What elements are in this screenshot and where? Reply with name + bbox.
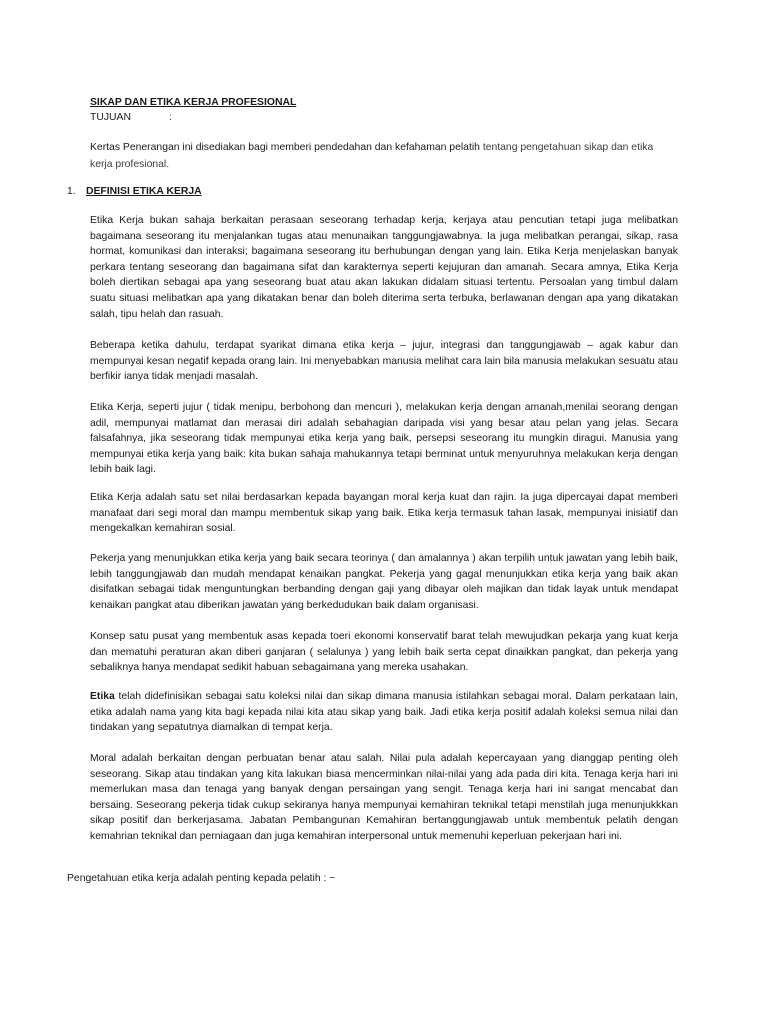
paragraph-3: Etika Kerja, seperti jujur ( tidak menipu, berbohong dan mencuri ), melakukan kerja dengan amanah,menilai seorang dengan adil, mempunyai matlamat dan merasai diri adalah sebahagian daripada visi yang besar atau pelan yang jelas. Secara falsafahnya, jika seseorang tidak mempunyai etika kerja yang baik, persepsi seseorang itu mungkin diragui. Manusia yang mempunyai etika kerja yang baik: kita bukan sahaja mahukannya tetapi berminat untuk menyuruhnya melakukan kerja dengan lebih baik lagi. bbox=[90, 402, 678, 476]
intro-rest: tentang pengetahuan sikap dan etika kerja profesional. bbox=[90, 142, 654, 170]
document-title: SIKAP DAN ETIKA KERJA PROFESIONAL bbox=[90, 97, 297, 108]
intro-main: Kertas Penerangan ini disediakan bagi memberi pendedahan dan kefahaman pelatih bbox=[90, 142, 480, 153]
tujuan-label: TUJUAN bbox=[90, 112, 131, 123]
paragraph-7-text: telah didefinisikan sebagai satu koleksi nilai dan sikap dimana manusia istilahkan sebagai moral. Dalam perkataan lain, etika adalah nama yang kita bagi kepada nilai kita atau sikap yang baik. Jadi etika kerja positif adalah koleksi semua nilai dan tindakan yang sepatutnya diamalkan di tempat kerja. bbox=[90, 691, 678, 734]
paragraph-5: Pekerja yang menunjukkan etika kerja yang baik secara teorinya ( dan amalannya ) akan terpilih untuk jawatan yang lebih baik, lebih tanggungjawab dan mudah mendapat kenaikan pangkat. Pekerja yang gagal menunjukkan etika kerja yang baik akan disifatkan sebagai tidak menguntungkan berbanding dengan gaji yang dibayar oleh majikan dan tidak layak untuk mendapat kenaikan pangkat atau diberikan jawatan yang berkedudukan baik dalam organisasi. bbox=[90, 553, 678, 611]
section-number: 1. bbox=[67, 186, 76, 197]
paragraph-6: Konsep satu pusat yang membentuk asas kepada toeri ekonomi konservatif barat telah mewujudkan pekarja yang kuat kerja dan mematuhi peraturan akan diberi ganjaran ( selalunya ) yang lebih baik serta cepat dinaikkan pangkat, dan pekerja yang sebaliknya hanya mendapat sedikit habuan sebagaimana yang mereka usahakan. bbox=[90, 631, 678, 674]
paragraph-2: Beberapa ketika dahulu, terdapat syarikat dimana etika kerja – jujur, integrasi dan tanggungjawab – agak kabur dan mempunyai kesan negatif kepada orang lain. Ini menyebabkan manusia melihat cara lain bila manusia melakukan sesuatu atau berfikir ianya tidak menjadi masalah. bbox=[90, 340, 678, 383]
tujuan-separator: : bbox=[169, 112, 172, 123]
etika-term: Etika bbox=[90, 691, 115, 702]
footer-line: Pengetahuan etika kerja adalah penting kepada pelatih : ~ bbox=[67, 873, 336, 884]
tujuan-row bbox=[90, 111, 172, 125]
paragraph-8: Moral adalah berkaitan dengan perbuatan benar atau salah. Nilai pula adalah kepercayaan yang dianggap penting oleh seseorang. Sikap atau tindakan yang kita lakukan biasa mencerminkan nilai-nilai yang ada pada diri kita. Tenaga kerja hari ini memerlukan masa dan tenaga yang banyak dengan persaingan yang sengit. Tenaga kerja hari ini sangat mencabat dan bersaing. Seseorang pekerja tidak cukup sekiranya hanya mempunyai kemahiran teknikal tetapi menstilah juga menunjukkkan sikap positif dan berkerjasama. Jabatan Pembangunan Kemahiran bertanggungjawab untuk membentuk pelatih dengan kemahrian teknikal dan perniagaan dan juga kemahiran interpersonal untuk memenuhi keperluan pekerjaan hari ini. bbox=[90, 753, 678, 842]
paragraph-1: Etika Kerja bukan sahaja berkaitan perasaan seseorang terhadap kerja, kerjaya atau pencutian tetapi juga melibatkan bagaimana seseorang itu menjalankan tugas atau menunaikan tanggungjawabnya. Ia juga melibatkan perangai, sikap, rasa hormat, komunikasi dan interaksi; bagaimana seseorang itu berhubungan dengan yang lain. Etika Kerja menjelaskan banyak perkara tentang seseorang dan bagaimana sifat dan karakternya seperti kejujuran dan amanah. Secara amnya, Etika Kerja boleh diertikan sebagai apa yang seseorang buat atau akan lakukan didalam situasi tertentu. Persoalan yang timbul dalam suatu situasi melibatkan apa yang dikatakan benar dan boleh diterima serta terbuka, berlawanan dengan apa yang dikatakan salah, tipu helah dan rasuah. bbox=[90, 215, 678, 320]
intro-paragraph bbox=[90, 140, 678, 173]
section-title: DEFINISI ETIKA KERJA bbox=[86, 186, 202, 197]
paragraph-4: Etika Kerja adalah satu set nilai berdasarkan kepada bayangan moral kerja kuat dan rajin. Ia juga dipercayai dapat memberi manafaat dari segi moral dan mampu membentuk sikap yang baik. Etika kerja termasuk tahan lasak, mempunyai inisiatif dan mengekalkan kemahiran sosial. bbox=[90, 492, 678, 535]
paragraph-7 bbox=[90, 689, 678, 736]
